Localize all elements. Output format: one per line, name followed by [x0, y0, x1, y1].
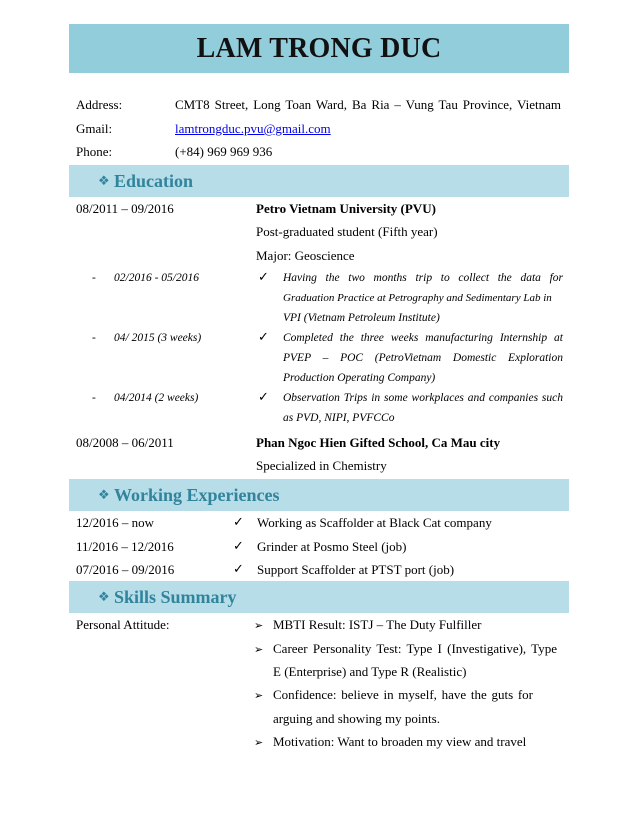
activity-line: Having the two months trip to collect the data for: [283, 272, 563, 284]
activity-dash: -: [92, 392, 96, 404]
skill-line: Career Personality Test: Type I (Investigative), Type: [273, 641, 557, 656]
checkmark-icon: ✓: [258, 269, 269, 284]
address-label: Address:: [76, 97, 123, 112]
name-banner: [69, 24, 569, 73]
skills-label: Personal Attitude:: [76, 617, 170, 632]
work-description: Grinder at Posmo Steel (job): [257, 539, 407, 554]
education-section-header: [69, 165, 569, 197]
checkmark-icon: ✓: [233, 538, 244, 553]
activity-line: VPI (Vietnam Petroleum Institute): [283, 312, 440, 324]
checkmark-icon: ✓: [233, 561, 244, 576]
arrow-bullet-icon: ➢: [254, 620, 264, 632]
checkmark-icon: ✓: [233, 514, 244, 529]
school1-name: Petro Vietnam University (PVU): [256, 201, 436, 216]
school2-dates: 08/2008 – 06/2011: [76, 435, 174, 450]
diamond-bullet-icon: ❖: [98, 487, 110, 502]
activity-line: Production Operating Company): [283, 372, 436, 384]
diamond-bullet-icon: ❖: [98, 589, 110, 604]
skills-section-header: [69, 581, 569, 613]
activity-period: 02/2016 - 05/2016: [114, 272, 199, 284]
phone-value: (+84) 969 969 936: [175, 144, 273, 159]
school1-major: Major: Geoscience: [256, 248, 355, 263]
activity-period: 04/ 2015 (3 weeks): [114, 332, 202, 344]
skills-heading: Skills Summary: [114, 586, 237, 607]
address-value: CMT8 Street, Long Toan Ward, Ba Ria – Vung Tau Province, Vietnam: [175, 97, 561, 112]
education-heading: Education: [114, 170, 194, 191]
skill-line: Motivation: Want to broaden my view and travel: [273, 734, 527, 749]
work-description: Support Scaffolder at PTST port (job): [257, 562, 455, 577]
school2-specialization: Specialized in Chemistry: [256, 458, 387, 473]
school1-status: Post-graduated student (Fifth year): [256, 224, 438, 239]
skill-line: MBTI Result: ISTJ – The Duty Fulfiller: [273, 617, 482, 632]
work-section-header: [69, 479, 569, 511]
skill-line: arguing and showing my points.: [273, 711, 440, 726]
work-description: Working as Scaffolder at Black Cat company: [257, 515, 492, 530]
arrow-bullet-icon: ➢: [254, 644, 264, 656]
activity-line: Completed the three weeks manufacturing Internship at: [283, 332, 563, 344]
diamond-bullet-icon: ❖: [98, 173, 110, 188]
gmail-label: Gmail:: [76, 121, 113, 136]
activity-line: Graduation Practice at Petrography and Sedimentary Lab in: [283, 292, 552, 304]
work-dates: 12/2016 – now: [76, 515, 154, 530]
work-dates: 07/2016 – 09/2016: [76, 562, 175, 577]
activity-line: Observation Trips in some workplaces and companies such: [283, 392, 563, 404]
school1-dates: 08/2011 – 09/2016: [76, 201, 174, 216]
skill-line: E (Enterprise) and Type R (Realistic): [273, 664, 467, 679]
candidate-name: LAM TRONG DUC: [196, 32, 442, 64]
work-heading: Working Experiences: [114, 484, 280, 505]
activity-dash: -: [92, 332, 96, 344]
checkmark-icon: ✓: [258, 389, 269, 404]
activity-dash: -: [92, 272, 96, 284]
checkmark-icon: ✓: [258, 329, 269, 344]
phone-label: Phone:: [76, 144, 113, 159]
work-dates: 11/2016 – 12/2016: [76, 539, 174, 554]
arrow-bullet-icon: ➢: [254, 690, 264, 702]
gmail-link[interactable]: lamtrongduc.pvu@gmail.com: [175, 121, 331, 136]
activity-line: as PVD, NIPI, PVFCCo: [283, 412, 395, 424]
arrow-bullet-icon: ➢: [254, 737, 264, 749]
school2-name: Phan Ngoc Hien Gifted School, Ca Mau city: [256, 435, 501, 450]
skill-line: Confidence: believe in myself, have the guts for: [273, 687, 533, 702]
activity-period: 04/2014 (2 weeks): [114, 392, 199, 404]
activity-line: PVEP – POC (PetroVietnam Domestic Exploration: [283, 352, 563, 364]
